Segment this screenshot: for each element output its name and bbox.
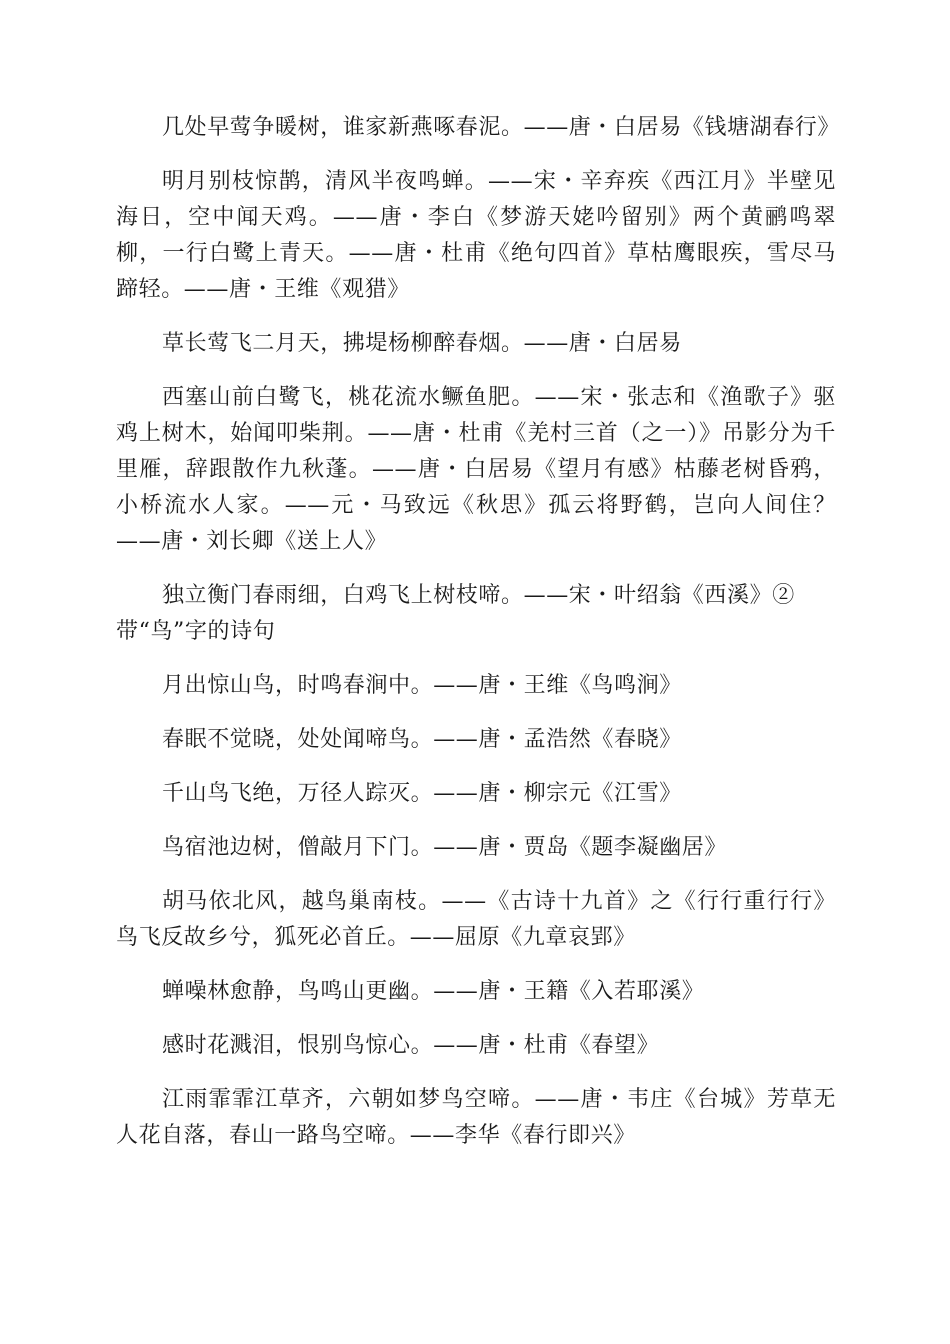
document-body (116, 110, 841, 1172)
paragraph-5: 独立衡门春雨细，白鸡飞上树枝啼。——宋・叶绍翁《西溪》② (162, 583, 795, 608)
paragraph-6: 月出惊山鸟，时鸣春涧中。——唐・王维《鸟鸣涧》 (162, 673, 682, 698)
paragraph-9: 鸟宿池边树，僧敲月下门。——唐・贾岛《题李凝幽居》 (162, 835, 728, 860)
paragraph-7: 春眠不觉晓，处处闻啼鸟。——唐・孟浩然《春晓》 (162, 727, 682, 752)
paragraph-3: 草长莺飞二月天，拂堤杨柳醉春烟。——唐・白居易 (162, 331, 682, 356)
paragraph-2: 明月别枝惊鹊，清风半夜鸣蝉。——宋・辛弃疾《西江月》半壁见海日，空中闻天鸡。——唐・李白《梦游天姥吟留别》两个黄鹂鸣翠柳，一行白鹭上青天。——唐・杜甫《绝句四首》草枯鹰眼疾，雪尽马蹄轻。——唐・王维《观猎》 (116, 169, 836, 302)
paragraph-4: 西塞山前白鹭飞，桃花流水鳜鱼肥。——宋・张志和《渔歌子》驱鸡上树木，始闻叩柴荆。——唐・杜甫《羌村三首（之一）》吊影分为千里雁，辞跟散作九秋蓬。——唐・白居易《望月有感》枯藤老树昏鸦，小桥流水人家。——元・马致远《秋思》孤云将野鹤，岂向人间住？——唐・刘长卿《送上人》 (116, 385, 836, 554)
section-heading: 带“鸟”字的诗句 (116, 619, 276, 644)
paragraph-13: 江雨霏霏江草齐，六朝如梦鸟空啼。——唐・韦庄《台城》芳草无人花自落，春山一路鸟空啼。——李华《春行即兴》 (116, 1087, 836, 1148)
paragraph-10: 胡马依北风，越鸟巢南枝。——《古诗十九首》之《行行重行行》鸟飞反故乡兮，狐死必首丘。——屈原《九章哀郢》 (116, 889, 836, 950)
paragraph-8: 千山鸟飞绝，万径人踪灭。——唐・柳宗元《江雪》 (162, 781, 682, 806)
paragraph-12: 感时花溅泪，恨别鸟惊心。——唐・杜甫《春望》 (162, 1033, 660, 1058)
paragraph-1: 几处早莺争暖树，谁家新燕啄春泥。——唐・白居易《钱塘湖春行》 (162, 115, 841, 140)
paragraph-11: 蝉噪林愈静，鸟鸣山更幽。——唐・王籍《入若耶溪》 (162, 979, 705, 1004)
